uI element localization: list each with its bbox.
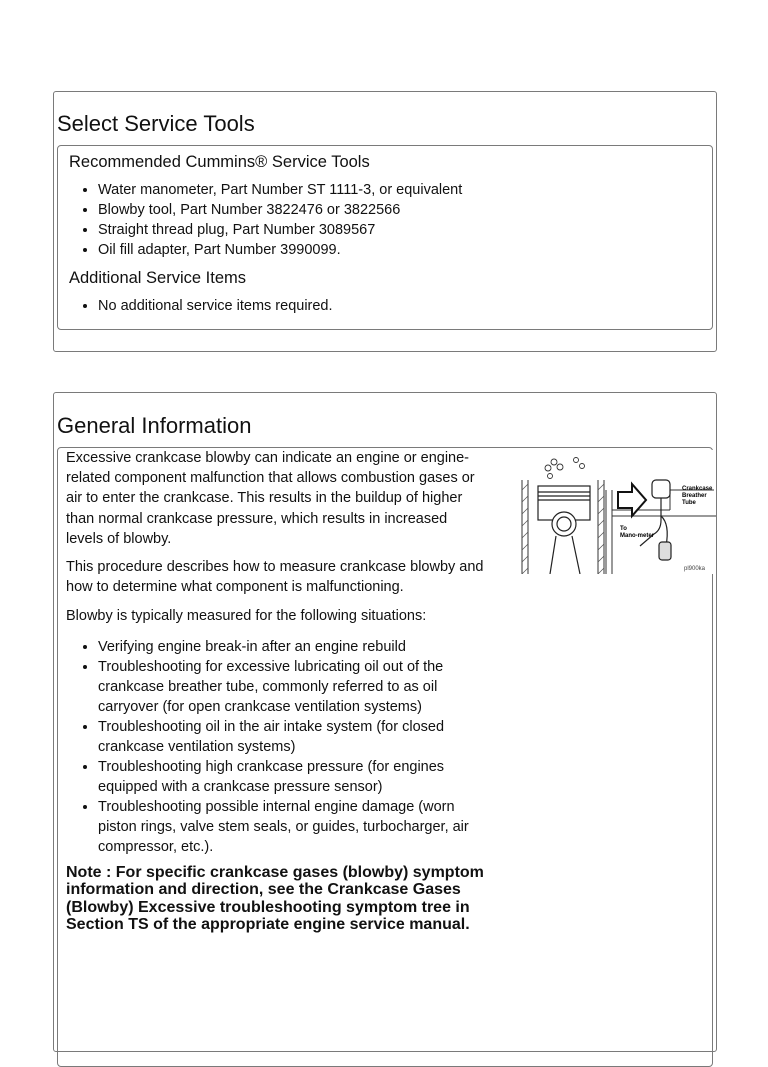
procedure-paragraph: This procedure describes how to measure crankcase blowby and how to determine what component is malfunctioning.: [66, 559, 484, 596]
list-item: • Water manometer, Part Number ST 1111-3, or equivalent: [98, 180, 462, 200]
blowby-diagram: [520, 450, 716, 574]
additional-items-list: [58, 296, 333, 316]
list-item: • Straight thread plug, Part Number 3089567: [98, 220, 462, 240]
list-item: • Oil fill adapter, Part Number 3990099.: [98, 240, 462, 260]
situations-intro: Blowby is typically measured for the following situations:: [66, 608, 427, 625]
note-paragraph: Note : For specific crankcase gases (blowby) symptom information and direction, see the Crankcase Gases (Blowby) Excessive troubleshooting symptom tree in Section TS of the appropriate engine service manual.: [66, 863, 484, 934]
list-item: • Verifying engine break-in after an engine rebuild: [98, 637, 486, 657]
list-item: • Blowby tool, Part Number 3822476 or 3822566: [98, 200, 462, 220]
list-item: • No additional service items required.: [98, 296, 333, 316]
list-item: • Troubleshooting oil in the air intake system (for closed crankcase ventilation systems): [98, 717, 486, 757]
general-info-panel: [53, 392, 717, 1052]
breather-tube-label-line: Crankcase: [682, 486, 713, 492]
situations-list: [66, 637, 486, 857]
to-label: To: [620, 526, 627, 532]
list-item: • Troubleshooting for excessive lubricating oil out of the crankcase breather tube, commonly referred to as oil carryover (for open crankcase ventilation systems): [98, 657, 486, 717]
figure-id-label: pl900ka: [684, 566, 706, 572]
breather-tube-label-line: Tube: [682, 500, 696, 506]
service-tools-box: [57, 145, 713, 330]
service-tools-title: Select Service Tools: [57, 111, 255, 136]
list-item: • Troubleshooting high crankcase pressure (for engines equipped with a crankcase pressure sensor): [98, 757, 486, 797]
service-tools-panel: [53, 91, 717, 352]
recommended-tools-list: [58, 180, 462, 260]
recommended-tools-heading: Recommended Cummins® Service Tools: [69, 153, 370, 171]
general-info-box: [57, 447, 713, 1067]
intro-paragraph: Excessive crankcase blowby can indicate an engine or engine-related component malfunction that allows combustion gases or air to enter the crankcase. This results in the buildup of higher than normal crankcase pressure, which results in increased levels of blowby.: [66, 450, 475, 547]
breather-tube-label-line: Breather: [682, 493, 707, 499]
general-info-title: General Information: [57, 413, 252, 438]
additional-items-heading: Additional Service Items: [69, 269, 246, 287]
list-item: • Troubleshooting possible internal engine damage (worn piston rings, valve stem seals, or guides, turbocharger, air compressor, etc.).: [98, 797, 486, 857]
manometer-label: Mano-meter: [620, 533, 655, 539]
general-info-text: [66, 448, 486, 934]
